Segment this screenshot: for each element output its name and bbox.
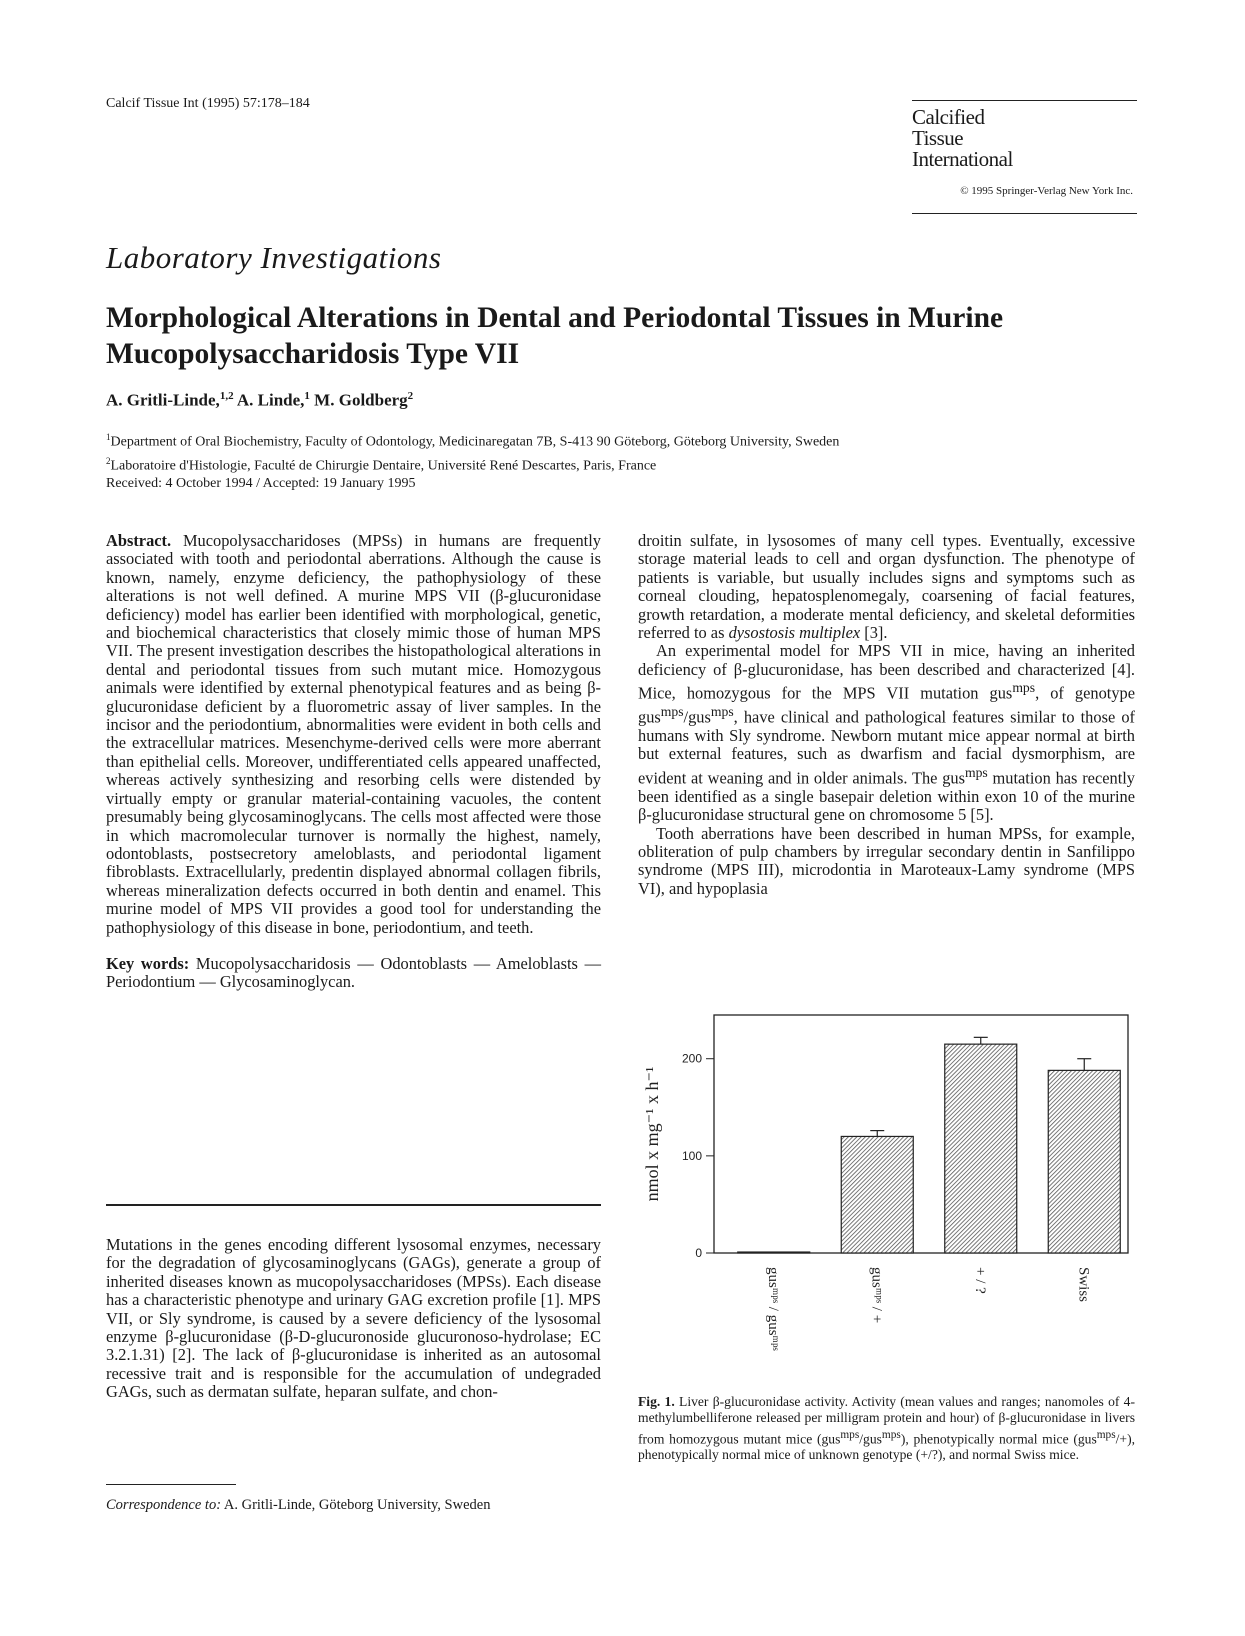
footnote-divider [106, 1484, 236, 1485]
abstract-text: Mucopolysaccharidoses (MPSs) in humans are frequently associated with tooth and periodontal aberrations. Although the cause is known, namely, enzyme deficiency, the pathophysiology of these alterations is not well defined. A murine MPS VII (β-glucuronidase deficiency) model has earlier been identified with morphological, genetic, and biochemical characteristics that closely mimic those of human MPS VII. The present investigation describes the histopathological alterations in dental and periodontal tissues from such mutant mice. Homozygous animals were identified by external phenotypical features and as being β-glucuronidase deficient by a fluorometric assay of liver samples. In the incisor and the periodontium, abnormalities were evident in both cells and the extracellular matrices. Mesenchyme-derived cells were more aberrant than epithelial cells. Moreover, undifferentiated cells appeared unaffected, whereas actively synthesizing and resorbing cells were distended by virtually empty or granular material-containing vacuoles, the content presumably being glycosaminoglycans. The cells most affected were those in which macromolecular turnover is normally the highest, namely, odontoblasts, postsecretory ameloblasts, and periodontal ligament fibroblasts. Extracellularly, predentin displayed abnormal collagen fibrils, whereas mineralization defects occurred in both dentin and enamel. This murine model of MPS VII provides a good tool for understanding the pathophysiology of this disease in bone, periodontium, and teeth. [106, 531, 601, 937]
y-tick-label: 200 [681, 1051, 702, 1066]
text-run: /+), phenotypically normal mice of unknown genotype (+/?), and normal Swiss mice. [638, 1431, 1135, 1463]
text-run: mutation has recently been identified as a single basepair deletion within exon 10 of the murine β-glucuronidase structural gene on chromosome 5 [5]. [638, 768, 1135, 825]
text-run: , of genotype gus [638, 683, 1136, 727]
x-tick-label: Swiss [1075, 1267, 1092, 1303]
superscript: mps [660, 704, 684, 720]
article-title: Morphological Alterations in Dental and Periodontal Tissues in Murine Mucopolysaccharidosis Type VII [106, 302, 1004, 370]
bar [841, 1136, 913, 1253]
correspondence-text: A. Gritli-Linde, Göteborg University, Sweden [221, 1497, 491, 1513]
correspondence [106, 1497, 601, 1514]
affiliation [106, 452, 1156, 476]
x-tick-label: + / ? [971, 1267, 988, 1294]
keywords [106, 955, 601, 992]
journal-reference: Calcif Tissue Int (1995) 57:178–184 [106, 96, 310, 111]
paragraph [638, 532, 1135, 642]
paragraph: Tooth aberrations have been described in human MPSs, for example, obliteration of pulp chambers by irregular secondary dentin in Sanfilippo syndrome (MPS III), microdontia in Maroteaux-Lamy syndrome (MPS VI), and hypoplasia [638, 823, 1135, 898]
text-run: ), phenotypically normal mice (gus [900, 1431, 1097, 1447]
affil-text: Laboratoire d'Histologie, Faculté de Chirurgie Dentaire, Université René Descartes, Paris, France [110, 458, 657, 474]
text-run: [3]. [860, 623, 888, 643]
superscript: mps [1096, 1428, 1116, 1441]
text-run: , have clinical and pathological features similar to those of humans with Sly syndrome. Newborn mutant mice appear normal at birth but external features, such as dwarfism and facial dysmorphism, are evident at weaning and in older animals. The gus [638, 707, 1135, 788]
figure-caption [638, 1394, 1135, 1464]
y-tick-label: 100 [681, 1148, 702, 1163]
bar [738, 1252, 810, 1253]
x-tick-label: gusᵐᵖˢ / + [868, 1267, 885, 1324]
keywords-label: Key words: [106, 953, 190, 973]
author-list [106, 390, 413, 411]
text-run-italic: dysostosis multiplex [728, 623, 861, 643]
abstract-label: Abstract. [106, 531, 172, 550]
y-tick-label: 0 [695, 1246, 702, 1260]
keywords-text: Mucopolysaccharidosis — Odontoblasts — Ameloblasts — Periodontium — Glycosaminoglycan. [106, 953, 601, 992]
affil-mark: 2 [106, 455, 111, 466]
author-name: A. Linde, [233, 390, 305, 410]
superscript: mps [964, 764, 988, 780]
affiliations [106, 428, 1156, 475]
text-run: Liver β-glucuronidase activity. Activity (mean values and ranges; nanomoles of 4-methylumbelliferone released per milligram protein and hour) of β-glucuronidase in livers from homozygous mutant mice (gus [638, 1394, 1136, 1447]
text-run: An experimental model for MPS VII in mice, having an inherited deficiency of β-glucuronidase, has been described and characterized [4]. Mice, homozygous for the MPS VII mutation gus [638, 641, 1135, 703]
author-affil-mark: 1 [304, 390, 310, 402]
logo-line-1: Calcified [912, 105, 985, 129]
logo-line-3: International [912, 147, 1013, 171]
author-affil-mark: 1,2 [219, 390, 234, 402]
author-name: A. Gritli-Linde, [106, 390, 220, 410]
body-right-column [638, 532, 1135, 898]
abstract-block [106, 532, 601, 992]
copyright: © 1995 Springer-Verlag New York Inc. [960, 185, 1133, 197]
y-axis-label: nmol x mg⁻¹ x h⁻¹ [642, 1066, 662, 1202]
bar-chart [636, 1005, 1136, 1385]
bar [945, 1044, 1017, 1253]
superscript: mps [840, 1428, 860, 1441]
caption-label: Fig. 1. [638, 1394, 675, 1409]
text-run: /gus [859, 1431, 882, 1447]
superscript: mps [881, 1428, 901, 1441]
x-tick-label: gusᵐᵖˢ / gusᵐᵖˢ [764, 1267, 781, 1351]
text-run: /gus [683, 707, 711, 727]
affil-mark: 1 [106, 432, 111, 442]
author-affil-mark: 2 [407, 390, 414, 402]
section-heading: Laboratory Investigations [106, 240, 442, 275]
author-name: M. Goldberg [309, 390, 408, 410]
received-dates: Received: 4 October 1994 / Accepted: 19 January 1995 [106, 476, 416, 491]
logo-line-2: Tissue [912, 126, 964, 150]
text-run: droitin sulfate, in lysosomes of many cell types. Eventually, excessive storage material leads to cell and organ dysfunction. The phenotype of patients is variable, but usually includes signs and symptoms such as corneal clouding, hepatosplenomegaly, coarsening of facial features, growth retardation, a moderate mental deficiency, and skeletal deformities referred to as [638, 531, 1135, 643]
affil-text: Department of Oral Biochemistry, Faculty of Odontology, Medicinaregatan 7B, S-413 90 Göteborg, Göteborg University, Sweden [110, 434, 840, 450]
journal-logo [912, 100, 1137, 214]
intro-paragraph: Mutations in the genes encoding different lysosomal enzymes, necessary for the degradation of glycosaminoglycans (GAGs), generate a group of inherited diseases known as mucopolysaccharidoses (MPSs). Each disease has a characteristic phenotype and urinary GAG excretion profile [1]. MPS VII, or Sly syndrome, is caused by a severe deficiency of the lysosomal enzyme β-glucuronidase (β-D-glucuronoside glucuronoso-hydrolase; EC 3.2.1.31) [2]. The lack of β-glucuronidase is inherited as an autosomal recessive trait and is responsible for the accumulation of undegraded GAGs, such as dermatan sulfate, heparan sulfate, and chon- [106, 1235, 601, 1402]
abstract [106, 532, 601, 937]
superscript: mps [1012, 680, 1036, 696]
affiliation [106, 428, 1156, 452]
correspondence-label: Correspondence to: [106, 1497, 222, 1513]
superscript: mps [710, 704, 734, 720]
bar [1048, 1070, 1120, 1253]
section-divider [106, 1204, 601, 1206]
paragraph [638, 642, 1135, 824]
